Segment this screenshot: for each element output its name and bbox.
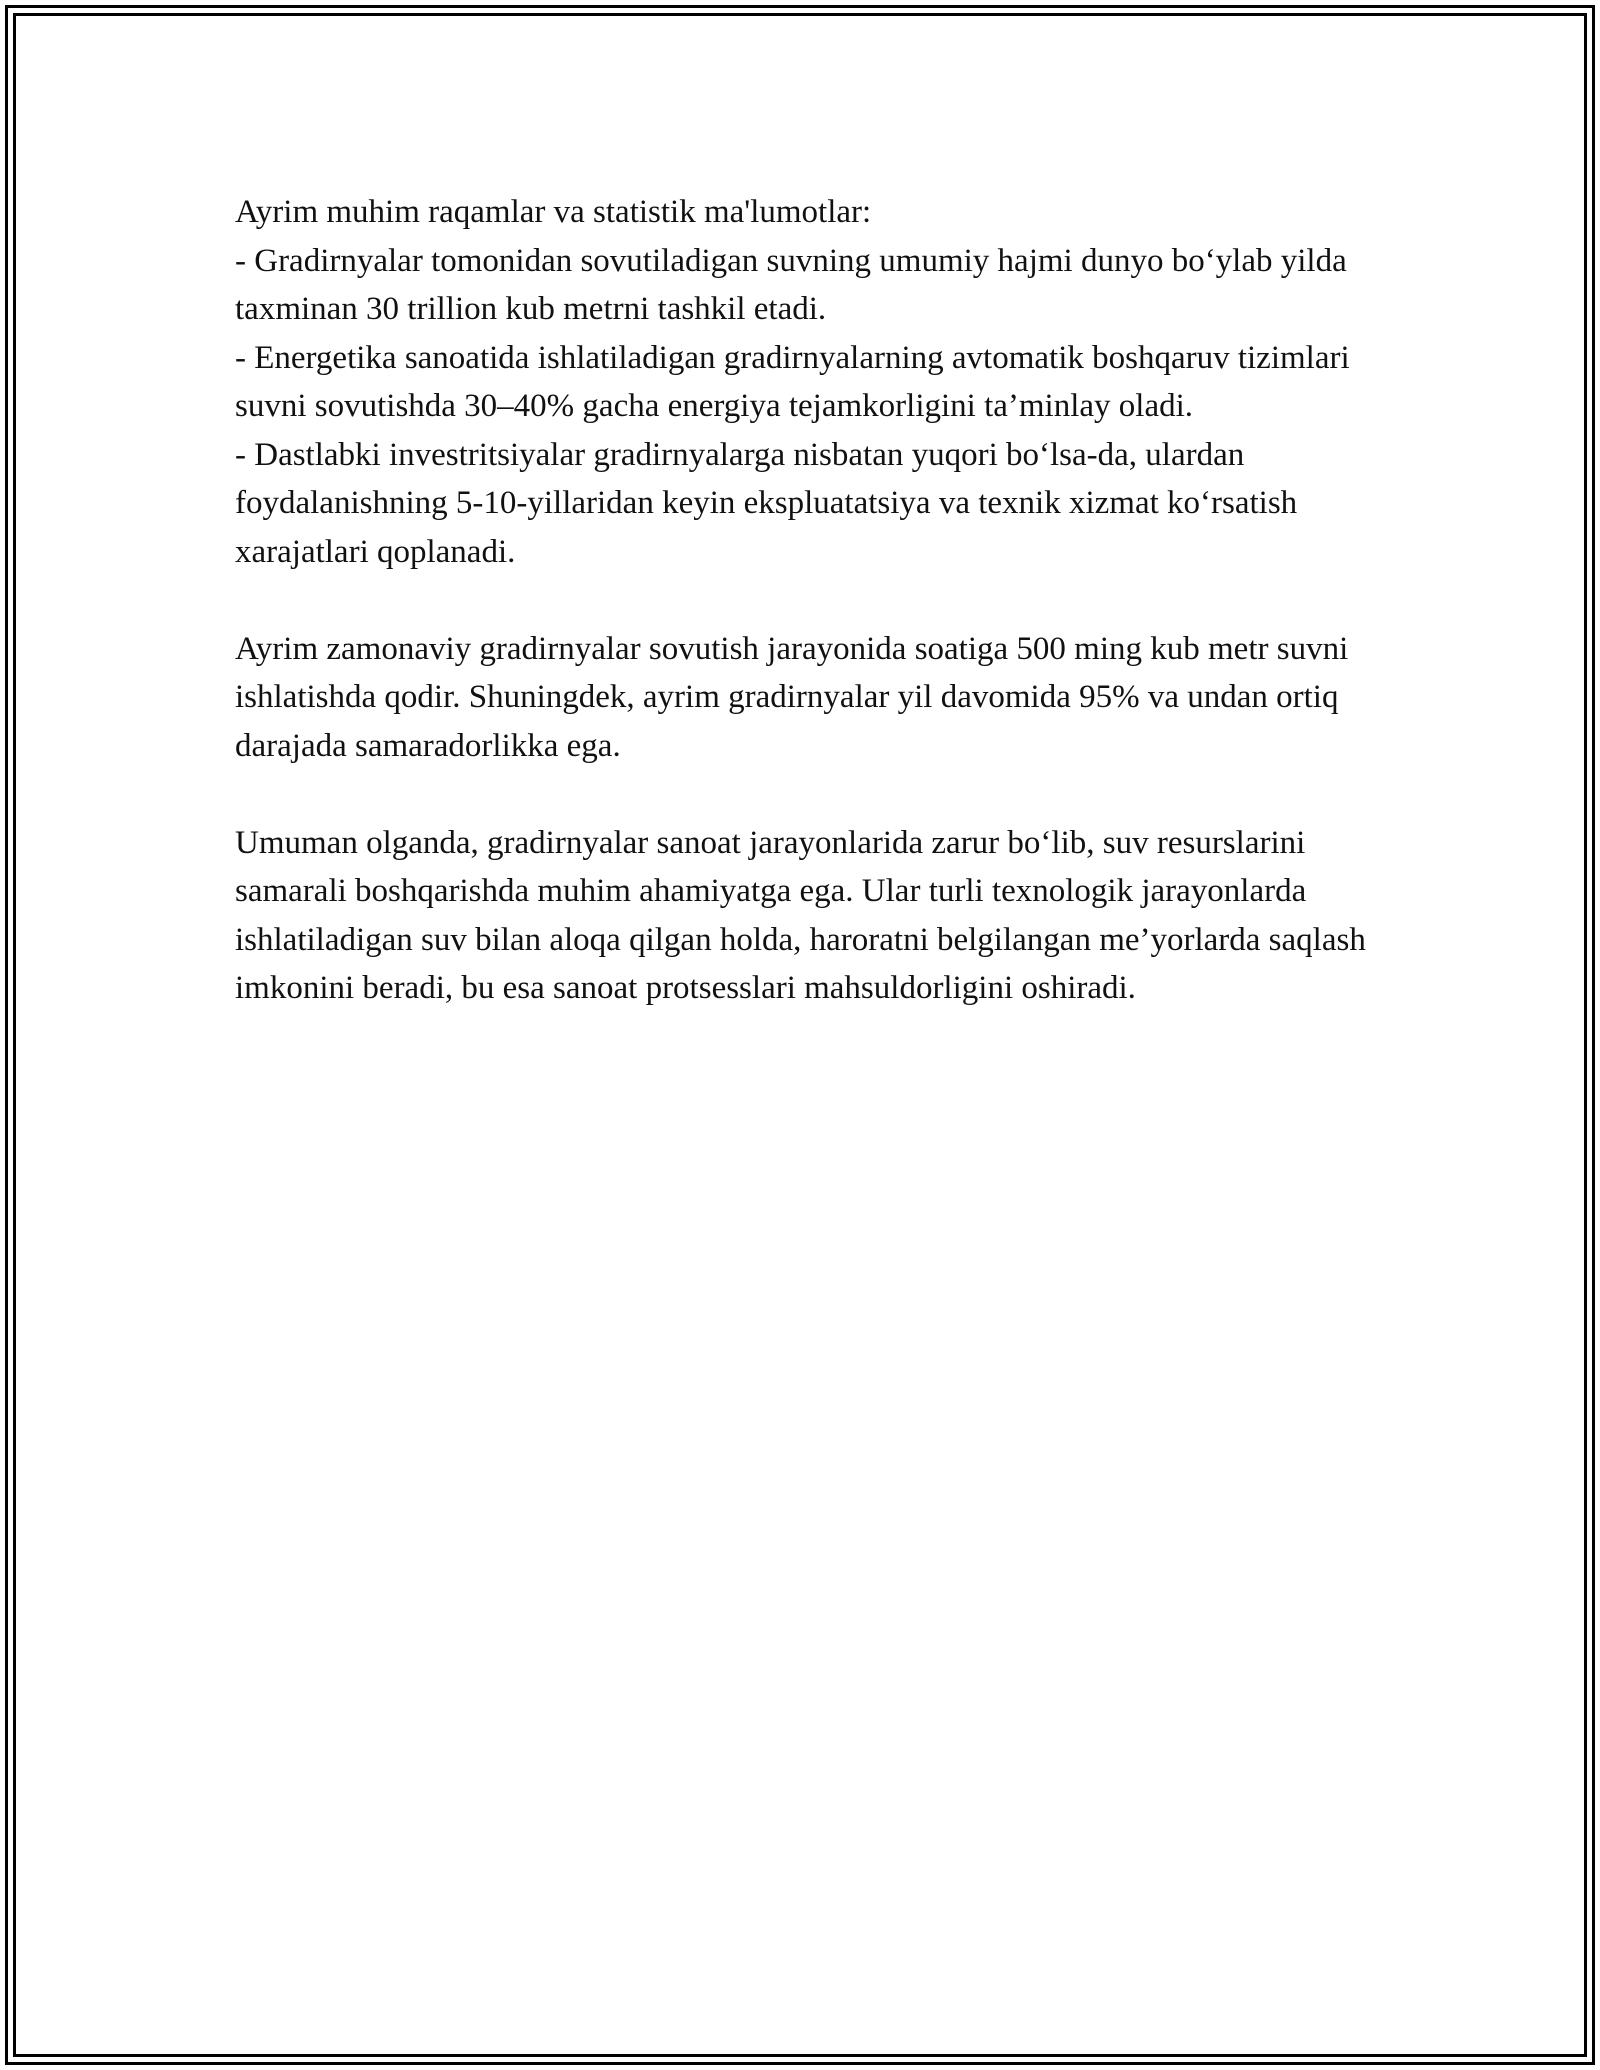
document-body — [235, 188, 1385, 1013]
bullet-item: - Dastlabki investritsiyalar gradirnyalarga nisbatan yuqori bo‘lsa-da, ulardan foydalanishning 5-10-yillaridan keyin ekspluatatsiya va texnik xizmat ko‘rsatish xarajatlari qoplanadi. — [235, 436, 1298, 570]
bullet-item: - Energetika sanoatida ishlatiladigan gradirnyalarning avtomatik boshqaruv tizimlari suvni sovutishda 30–40% gacha energiya tejamkorligini ta’minlay oladi. — [235, 339, 1350, 424]
paragraph: Umuman olganda, gradirnyalar sanoat jarayonlarida zarur bo‘lib, suv resurslarini samarali boshqarishda muhim ahamiyatga ega. Ular turli texnologik jarayonlarda ishlatiladigan suv bilan aloqa qilgan holda, haroratni belgilangan me’yorlarda saqlash imkonini beradi, bu esa sanoat protsesslari mahsuldorligini oshiradi. — [235, 824, 1366, 1006]
paragraph-spacer — [235, 770, 1385, 819]
paragraph-spacer — [235, 576, 1385, 625]
paragraph: Ayrim zamonaviy gradirnyalar sovutish jarayonida soatiga 500 ming kub metr suvni ishlatishda qodir. Shuningdek, ayrim gradirnyalar yil davomida 95% va undan ortiq darajada samaradorlikka ega. — [235, 630, 1349, 764]
bullet-item: - Gradirnyalar tomonidan sovutiladigan suvning umumiy hajmi dunyo bo‘ylab yilda taxminan 30 trillion kub metrni tashkil etadi. — [235, 242, 1347, 327]
intro-heading: Ayrim muhim raqamlar va statistik ma'lumotlar: — [235, 194, 872, 230]
